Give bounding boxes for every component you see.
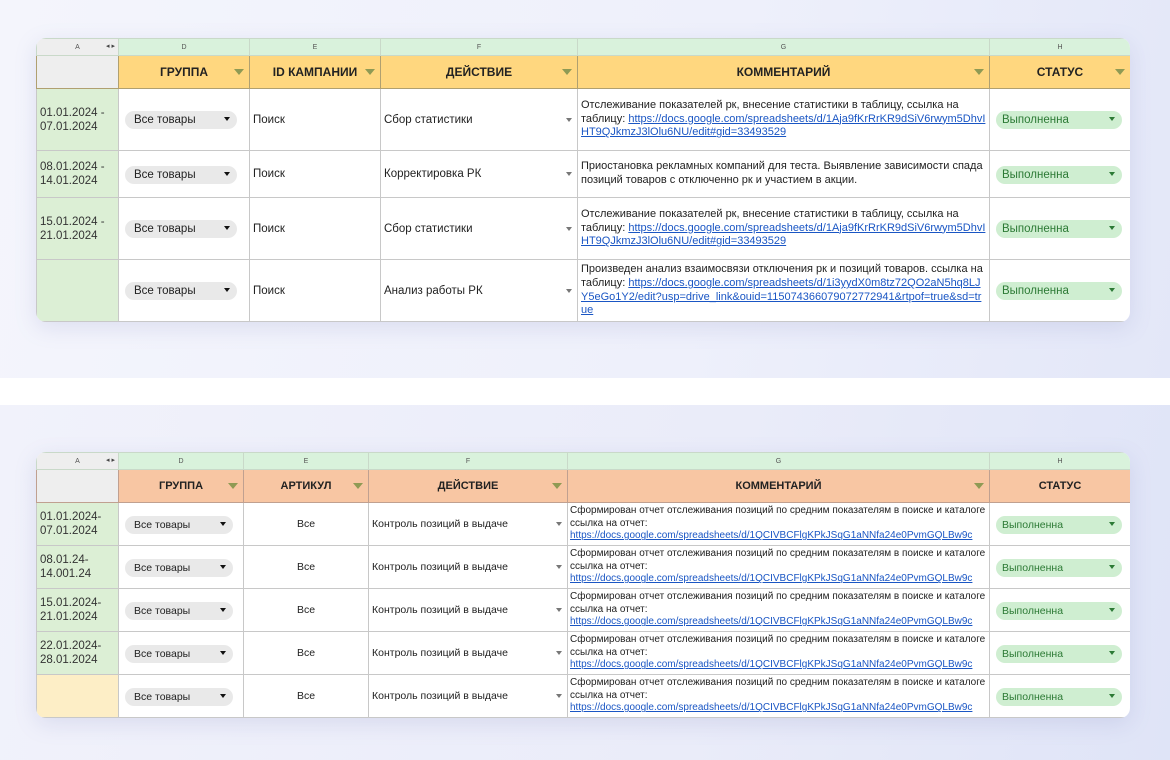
date-cell[interactable]: 01.01.2024 - 07.01.2024 (37, 89, 119, 151)
comment-link[interactable]: https://docs.google.com/spreadsheets/d/1i3yydX0m8tz72QO2aN5hq8LJY5eGo1Y2/edit?usp=drive_link&ouid=115074366079072772941&rtpof=true&sd=true (581, 276, 982, 317)
article-cell[interactable]: Все (244, 675, 369, 718)
header-group[interactable]: ГРУППА (119, 470, 244, 503)
date-cell[interactable]: 01.01.2024-07.01.2024 (37, 503, 119, 546)
comment-cell[interactable]: Отслеживание показателей рк, внесение статистики в таблицу, ссылка на таблицу: https://docs.google.com/spreadsheets/d/1Aja9fKrRrKR9dSiV6rwym5DhvIHT9QJkmzJ3lOlu6NU/edit#gid=33493529 (578, 198, 990, 260)
group-cell[interactable] (119, 546, 244, 589)
comment-cell[interactable]: Приостановка рекламных компаний для теста. Выявление зависимости спада позиций товаров с отключенно рк и участием в акции. (578, 151, 990, 198)
column-letter-d[interactable]: D (119, 453, 244, 470)
filter-icon[interactable] (228, 483, 238, 489)
article-cell[interactable]: Все (244, 546, 369, 589)
header-blank-cell (37, 470, 119, 503)
group-dropdown[interactable]: Все товары (125, 282, 237, 300)
chevron-down-icon (220, 694, 226, 698)
group-dropdown[interactable]: Все товары (125, 111, 237, 129)
campaign-sheet (36, 38, 1130, 322)
group-dropdown[interactable]: Все товары (125, 688, 233, 706)
chevron-down-icon[interactable] (556, 608, 562, 612)
chevron-down-icon[interactable] (566, 172, 572, 176)
column-letter-e[interactable]: E (244, 453, 369, 470)
status-cell[interactable] (990, 675, 1131, 718)
date-cell[interactable]: 22.01.2024-28.01.2024 (37, 632, 119, 675)
table-row (37, 675, 1131, 718)
comment-link[interactable]: https://docs.google.com/spreadsheets/d/1QCIVBCFlgKPkJSqG1aNNfa24e0PvmGQLBw9c (570, 659, 973, 671)
table-row (37, 260, 1131, 322)
group-dropdown[interactable]: Все товары (125, 516, 233, 534)
table-row (37, 632, 1131, 675)
column-nav-arrows-icon[interactable]: ◂ ▸ (106, 457, 115, 464)
group-cell[interactable] (119, 632, 244, 675)
table-row (37, 89, 1131, 151)
article-cell[interactable]: Все (244, 589, 369, 632)
chevron-down-icon[interactable] (566, 289, 572, 293)
status-cell[interactable] (990, 151, 1131, 198)
action-cell[interactable]: Контроль позиций в выдаче (369, 503, 568, 546)
status-cell[interactable] (990, 260, 1131, 322)
header-status[interactable]: СТАТУС (990, 470, 1131, 503)
table-row (37, 589, 1131, 632)
status-cell[interactable] (990, 198, 1131, 260)
chevron-down-icon (220, 608, 226, 612)
status-cell[interactable] (990, 503, 1131, 546)
filter-icon[interactable] (974, 69, 984, 75)
header-action[interactable]: ДЕЙСТВИЕ (369, 470, 568, 503)
header-action[interactable]: ДЕЙСТВИЕ (381, 56, 578, 89)
campaign-id-cell[interactable]: Поиск (250, 260, 381, 322)
status-cell[interactable] (990, 89, 1131, 151)
chevron-down-icon[interactable] (566, 118, 572, 122)
action-cell[interactable]: Анализ работы РК (381, 260, 578, 322)
chevron-down-icon (1109, 226, 1115, 230)
comment-link[interactable]: https://docs.google.com/spreadsheets/d/1QCIVBCFlgKPkJSqG1aNNfa24e0PvmGQLBw9c (570, 616, 973, 628)
column-letter-h[interactable]: H (990, 39, 1131, 56)
action-cell[interactable]: Сбор статистики (381, 198, 578, 260)
comment-link[interactable]: https://docs.google.com/spreadsheets/d/1QCIVBCFlgKPkJSqG1aNNfa24e0PvmGQLBw9c (570, 702, 973, 714)
filter-icon[interactable] (562, 69, 572, 75)
chevron-down-icon (1109, 172, 1115, 176)
chevron-down-icon (220, 651, 226, 655)
positions-sheet (36, 452, 1130, 718)
group-dropdown[interactable]: Все товары (125, 559, 233, 577)
chevron-down-icon (1109, 651, 1115, 655)
status-dropdown[interactable]: Выполненна (996, 282, 1122, 300)
column-letter-g[interactable]: G (578, 39, 990, 56)
action-cell[interactable]: Контроль позиций в выдаче (369, 632, 568, 675)
group-cell[interactable] (119, 675, 244, 718)
table-row (37, 546, 1131, 589)
header-comment[interactable]: КОММЕНТАРИЙ (568, 470, 990, 503)
column-letter-d[interactable]: D (119, 39, 250, 56)
chevron-down-icon (1109, 522, 1115, 526)
chevron-down-icon (1109, 608, 1115, 612)
status-dropdown[interactable]: Выполненна (996, 111, 1122, 129)
chevron-down-icon (224, 226, 230, 230)
chevron-down-icon (220, 565, 226, 569)
comment-link[interactable]: https://docs.google.com/spreadsheets/d/1Aja9fKrRrKR9dSiV6rwym5DhvIHT9QJkmzJ3lOlu6NU/edit#gid=33493529 (581, 112, 986, 139)
chevron-down-icon[interactable] (566, 227, 572, 231)
chevron-down-icon (224, 288, 230, 292)
table-row (37, 198, 1131, 260)
date-cell[interactable] (37, 260, 119, 322)
campaign-id-cell[interactable]: Поиск (250, 89, 381, 151)
column-letter-a[interactable]: A ◂ ▸ (37, 39, 119, 56)
group-cell[interactable] (119, 260, 250, 322)
group-cell[interactable] (119, 589, 244, 632)
chevron-down-icon (220, 522, 226, 526)
status-cell[interactable] (990, 632, 1131, 675)
chevron-down-icon (1109, 288, 1115, 292)
header-row (37, 56, 1131, 89)
column-letter-f[interactable]: F (369, 453, 568, 470)
filter-icon[interactable] (353, 483, 363, 489)
group-dropdown[interactable]: Все товары (125, 645, 233, 663)
action-cell[interactable]: Сбор статистики (381, 89, 578, 151)
comment-cell[interactable]: Сформирован отчет отслеживания позиций по средним показателям в поиске и каталоге ссылка на отчет: https://docs.google.com/spreadsheets/d/1QCIVBCFlgKPkJSqG1aNNfa24e0PvmGQLBw9c (568, 546, 990, 589)
comment-cell[interactable]: Сформирован отчет отслеживания позиций по средним показателям в поиске и каталоге ссылка на отчет: https://docs.google.com/spreadsheets/d/1QCIVBCFlgKPkJSqG1aNNfa24e0PvmGQLBw9c (568, 503, 990, 546)
status-dropdown[interactable]: Выполненна (996, 688, 1122, 706)
table-row (37, 503, 1131, 546)
column-nav-arrows-icon[interactable]: ◂ ▸ (106, 43, 115, 50)
header-group[interactable]: ГРУППА (119, 56, 250, 89)
action-cell[interactable]: Контроль позиций в выдаче (369, 546, 568, 589)
chevron-down-icon[interactable] (556, 651, 562, 655)
column-letters-row (37, 453, 1131, 470)
table-row (37, 151, 1131, 198)
comment-link[interactable]: https://docs.google.com/spreadsheets/d/1QCIVBCFlgKPkJSqG1aNNfa24e0PvmGQLBw9c (570, 530, 973, 542)
status-dropdown[interactable]: Выполненна (996, 602, 1122, 620)
filter-icon[interactable] (365, 69, 375, 75)
status-dropdown[interactable]: Выполненна (996, 516, 1122, 534)
date-cell[interactable]: 08.01.24-14.001.24 (37, 546, 119, 589)
column-letter-f[interactable]: F (381, 39, 578, 56)
comment-cell[interactable]: Сформирован отчет отслеживания позиций по средним показателям в поиске и каталоге ссылка на отчет: https://docs.google.com/spreadsheets/d/1QCIVBCFlgKPkJSqG1aNNfa24e0PvmGQLBw9c (568, 589, 990, 632)
status-cell[interactable] (990, 546, 1131, 589)
group-dropdown[interactable]: Все товары (125, 220, 237, 238)
group-cell[interactable] (119, 198, 250, 260)
date-cell[interactable]: 15.01.2024-21.01.2024 (37, 589, 119, 632)
column-letter-e[interactable]: E (250, 39, 381, 56)
chevron-down-icon[interactable] (556, 565, 562, 569)
status-cell[interactable] (990, 589, 1131, 632)
status-dropdown[interactable]: Выполненна (996, 166, 1122, 184)
column-letter-a[interactable]: A ◂ ▸ (37, 453, 119, 470)
comment-cell[interactable]: Произведен анализ взаимосвязи отключения рк и позиций товаров. ссылка на таблицу: https://docs.google.com/spreadsheets/d/1i3yydX0m8tz72QO2aN5hq8LJY5eGo1Y2/edit?usp=drive_link&ouid=115074366079072772941&rtpof=true&sd=true (578, 260, 990, 322)
status-dropdown[interactable]: Выполненна (996, 220, 1122, 238)
column-letter-g[interactable]: G (568, 453, 990, 470)
header-status[interactable]: СТАТУС (990, 56, 1131, 89)
chevron-down-icon (1109, 117, 1115, 121)
group-cell[interactable] (119, 89, 250, 151)
chevron-down-icon (224, 117, 230, 121)
filter-icon[interactable] (552, 483, 562, 489)
action-cell[interactable]: Контроль позиций в выдаче (369, 589, 568, 632)
article-cell[interactable]: Все (244, 632, 369, 675)
positions-table (36, 452, 1130, 718)
status-dropdown[interactable]: Выполненна (996, 559, 1122, 577)
campaign-id-cell[interactable]: Поиск (250, 198, 381, 260)
header-comment[interactable]: КОММЕНТАРИЙ (578, 56, 990, 89)
header-campaign-id[interactable]: ID КАМПАНИИ (250, 56, 381, 89)
column-letters-row (37, 39, 1131, 56)
group-dropdown[interactable]: Все товары (125, 602, 233, 620)
date-cell[interactable] (37, 675, 119, 718)
header-blank-cell (37, 56, 119, 89)
filter-icon[interactable] (234, 69, 244, 75)
comment-cell[interactable]: Отслеживание показателей рк, внесение статистики в таблицу, ссылка на таблицу: https://docs.google.com/spreadsheets/d/1Aja9fKrRrKR9dSiV6rwym5DhvIHT9QJkmzJ3lOlu6NU/edit#gid=33493529 (578, 89, 990, 151)
chevron-down-icon[interactable] (556, 694, 562, 698)
comment-cell[interactable]: Сформирован отчет отслеживания позиций по средним показателям в поиске и каталоге ссылка на отчет: https://docs.google.com/spreadsheets/d/1QCIVBCFlgKPkJSqG1aNNfa24e0PvmGQLBw9c (568, 632, 990, 675)
chevron-down-icon (1109, 565, 1115, 569)
status-dropdown[interactable]: Выполненна (996, 645, 1122, 663)
date-cell[interactable]: 08.01.2024 - 14.01.2024 (37, 151, 119, 198)
header-article[interactable]: АРТИКУЛ (244, 470, 369, 503)
group-cell[interactable] (119, 503, 244, 546)
filter-icon[interactable] (1115, 69, 1125, 75)
comment-link[interactable]: https://docs.google.com/spreadsheets/d/1Aja9fKrRrKR9dSiV6rwym5DhvIHT9QJkmzJ3lOlu6NU/edit#gid=33493529 (581, 221, 986, 248)
column-letter-h[interactable]: H (990, 453, 1131, 470)
group-cell[interactable] (119, 151, 250, 198)
header-row (37, 470, 1131, 503)
group-dropdown[interactable]: Все товары (125, 166, 237, 184)
chevron-down-icon (224, 172, 230, 176)
campaign-table (36, 38, 1130, 322)
chevron-down-icon (1109, 694, 1115, 698)
comment-cell[interactable]: Сформирован отчет отслеживания позиций по средним показателям в поиске и каталоге ссылка на отчет: https://docs.google.com/spreadsheets/d/1QCIVBCFlgKPkJSqG1aNNfa24e0PvmGQLBw9c (568, 675, 990, 718)
comment-link[interactable]: https://docs.google.com/spreadsheets/d/1QCIVBCFlgKPkJSqG1aNNfa24e0PvmGQLBw9c (570, 573, 973, 585)
chevron-down-icon[interactable] (556, 522, 562, 526)
campaign-id-cell[interactable]: Поиск (250, 151, 381, 198)
article-cell[interactable]: Все (244, 503, 369, 546)
date-cell[interactable]: 15.01.2024 - 21.01.2024 (37, 198, 119, 260)
action-cell[interactable]: Корректировка РК (381, 151, 578, 198)
filter-icon[interactable] (974, 483, 984, 489)
panel-divider (0, 378, 1170, 405)
action-cell[interactable]: Контроль позиций в выдаче (369, 675, 568, 718)
